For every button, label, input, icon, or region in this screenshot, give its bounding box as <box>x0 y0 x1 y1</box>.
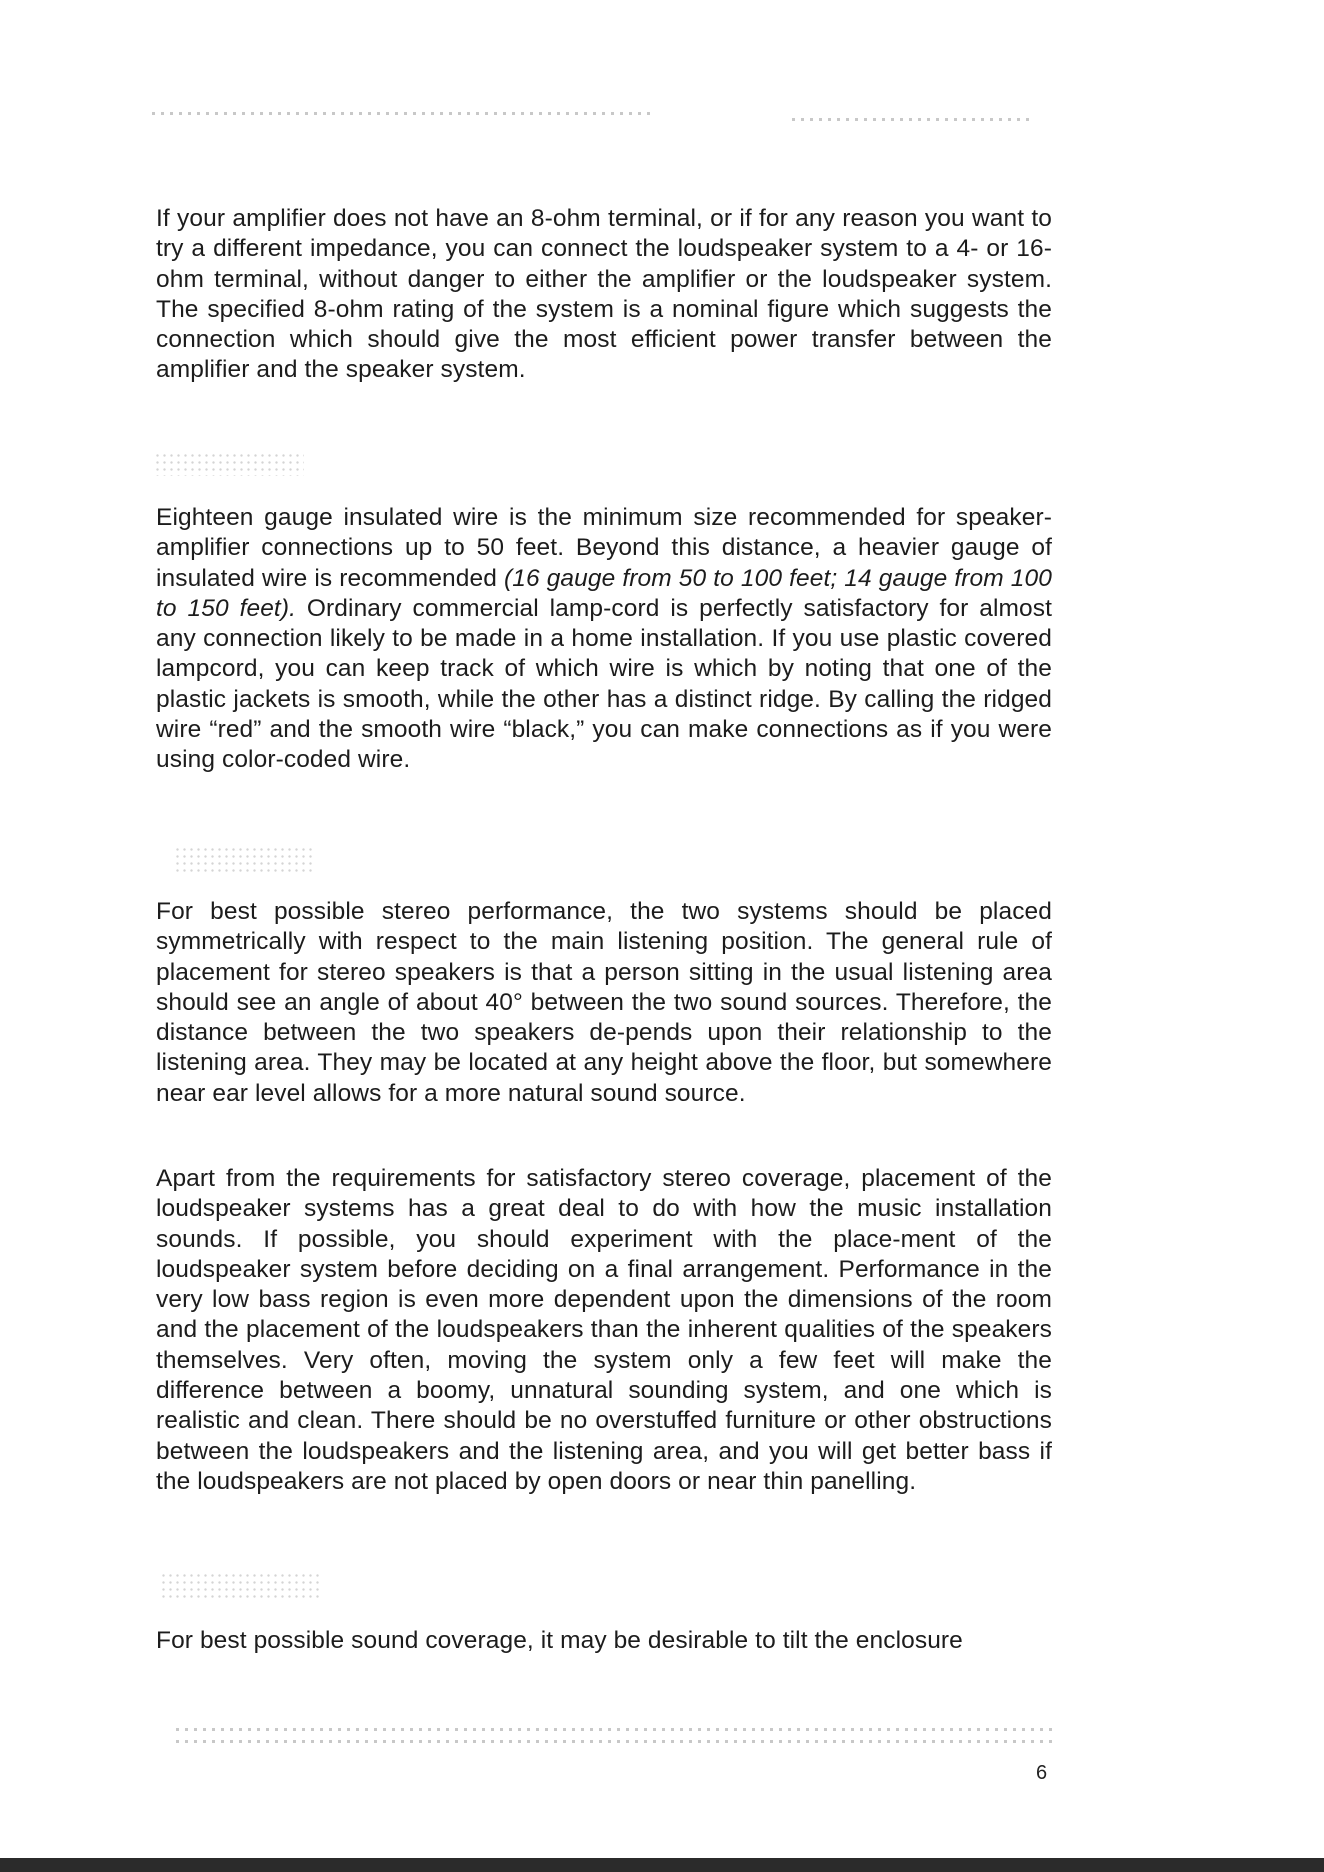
paragraph-text: If your amplifier does not have an 8-ohm terminal, or if for any reason you want to try a different impedance, you can connect the loudspeaker system to a 4- or 16-ohm terminal, without danger to either the amplifier or the loudspeaker system. The specified 8-ohm rating of the system is a nominal figure which suggests the connection which should give the most efficient power transfer between the amplifier and the speaker system. <box>156 205 1052 384</box>
paragraph-stereo-placement <box>156 897 1052 1109</box>
paragraph-room-placement <box>156 1164 1052 1497</box>
faint-heading-residue-2 <box>174 846 314 872</box>
faint-header-residue-left <box>152 112 652 115</box>
paragraph-text: Apart from the requirements for satisfactory stereo coverage, placement of the loudspeaker systems has a great deal to do with how the music installation sounds. If possible, you should experiment with the place-ment of the loudspeaker system before deciding on a final arrangement. Performance in the very low bass region is even more dependent upon the dimensions of the room and the placement of the loudspeakers than the inherent qualities of the speakers themselves. Very often, moving the system only a few feet will make the difference between a boomy, unnatural sounding system, and one which is realistic and clean. There should be no overstuffed furniture or other obstructions between the loudspeakers and the listening area, and you will get better bass if the loudspeakers are not placed by open doors or near thin panelling. <box>156 1165 1052 1495</box>
faint-footer-residue-1 <box>176 1728 1052 1731</box>
paragraph-text: Eighteen gauge insulated wire is the minimum size recommended for speaker-amplifier connections up to 50 feet. Beyond this distance, a heavier gauge of insulated wire is recommended <box>156 504 1052 592</box>
paragraph-text: For best possible stereo performance, the two systems should be placed symmetrically with respect to the main listening position. The general rule of placement for stereo speakers is that a person sitting in the usual listening area should see an angle of about 40° between the two sound sources. Therefore, the distance between the two speakers de-pends upon their relationship to the listening area. They may be located at any height above the floor, but somewhere near ear level allows for a more natural sound source. <box>156 898 1052 1107</box>
faint-heading-residue-3 <box>160 1572 320 1600</box>
paragraph-tilt <box>156 1626 1052 1656</box>
faint-heading-residue-1 <box>154 452 304 476</box>
paragraph-impedance <box>156 204 1052 386</box>
scan-bottom-edge <box>0 1858 1324 1872</box>
paragraph-text: Ordinary commercial lamp-cord is perfectly satisfactory for almost any connection likely to be made in a home installation. If you use plastic covered lampcord, you can keep track of which wire is which by noting that one of the plastic jackets is smooth, while the other has a distinct ridge. By calling the ridged wire “red” and the smooth wire “black,” you can make connections as if you were using color-coded wire. <box>156 594 1053 774</box>
paragraph-wire-gauge <box>156 503 1052 776</box>
faint-header-residue-right <box>792 118 1032 121</box>
faint-footer-residue-2 <box>176 1740 1052 1743</box>
page-number: 6 <box>1036 1762 1048 1784</box>
paragraph-italic-text: (16 gauge from 50 to 100 feet; 14 gauge from 100 to 150 feet). <box>156 564 1052 622</box>
paragraph-text: For best possible sound coverage, it may be desirable to tilt the enclosure <box>156 1627 963 1654</box>
